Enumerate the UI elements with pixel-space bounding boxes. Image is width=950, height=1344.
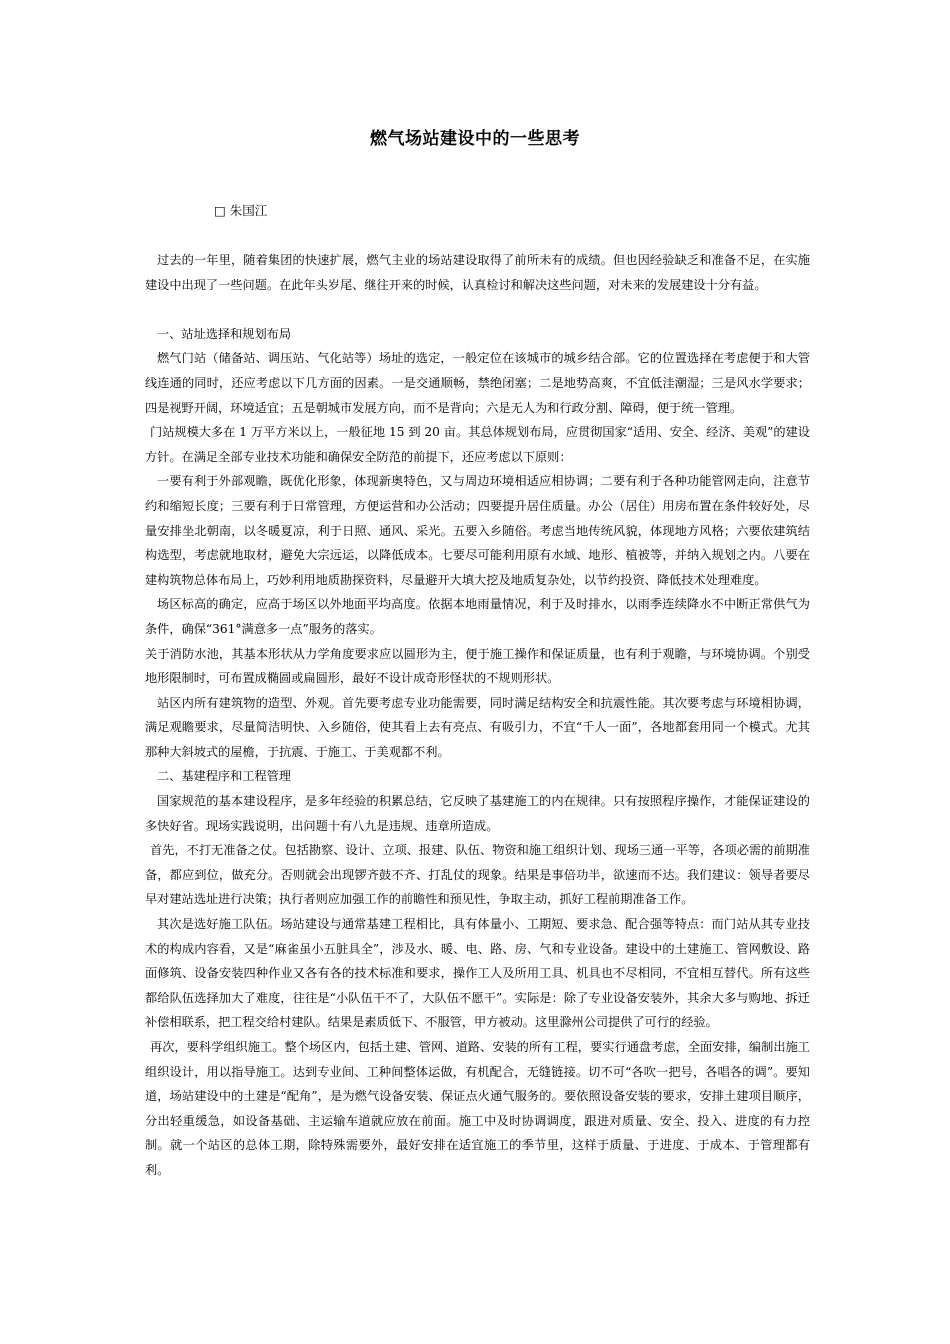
paragraph: 关于消防水池，其基本形状从力学角度要求应以圆形为主，便于施工操作和保证质量，也有利于观瞻，与环境协调。个别受地形限制时，可布置成椭圆或扁圆形，最好不设计成奇形怪状的不规则形状。 xyxy=(145,646,810,686)
section-heading-1: 一、站址选择和规划布局 xyxy=(157,326,292,341)
paragraph: 门站规模大多在 1 万平方米以上，一般征地 15 到 20 亩。其总体规划布局，应贯彻国家“适用、安全、经济、美观”的建设方针。在满足全部专业技术功能和确保安全防范的前提下，还应考虑以下原则： xyxy=(145,425,810,464)
paragraph: 首先，不打无准备之仗。包括勘察、设计、立项、报建、队伍、物资和施工组织计划、现场三通一平等，各项必需的前期准备，都应到位，做充分。否则就会出现锣齐鼓不齐、打乱仗的现象。结果是事倍功半，欲速而不达。我们建议：领导者要尽早对建站选址进行决策；执行者则应加强工作的前瞻性和预见性，争取主动，抓好工程前期准备工作。 xyxy=(145,843,810,907)
paragraph: 再次，要科学组织施工。整个场区内，包括土建、管网、道路、安装的所有工程，要实行通盘考虑，全面安排，编制出施工组织设计，用以指导施工。达到专业间、工种间整体运做，有机配合，无缝链接。切不可“各吹一把号，各唱各的调”。要知道，场站建设中的土建是“配角”，是为燃气设备安装、保证点火通气服务的。要依照设备安装的要求，安排土建项目顺序，分出轻重缓急，如设备基础、主运输车道就应放在前面。施工中及时协调调度，跟进对质量、安全、投入、进度的有力控制。就一个站区的总体工期，除特殊需要外，最好安排在适宜施工的季节里，这样于质量、于进度、于成本、于管理都有利。 xyxy=(145,1040,810,1177)
section-heading-2: 二、基建程序和工程管理 xyxy=(157,769,292,784)
paragraph-intro: 过去的一年里，随着集团的快速扩展，燃气主业的场站建设取得了前所未有的成绩。但也因经验缺乏和准备不足，在实施建设中出现了一些问题。在此年头岁尾、继往开来的时候，认真检讨和解决这些问题，对未来的发展建设十分有益。 xyxy=(145,253,810,292)
page-title: 燃气场站建设中的一些思考 xyxy=(370,129,580,149)
paragraph: 其次是选好施工队伍。场站建设与通常基建工程相比，具有体量小、工期短、要求急、配合强等特点：而门站从其专业技术的构成内容看，又是“麻雀虽小五脏具全”，涉及水、暖、电、路、房、气和专业设备。建设中的土建施工、管网敷设、路面修筑、设备安装四种作业又各有各的技术标准和要求，操作工人及所用工具、机具也不尽相同，不宜相互替代。所有这些都给队伍选择加大了难度，往往是“小队伍干不了，大队伍不愿干”。实际是：除了专业设备安装外，其余大多与购地、拆迁补偿相联系，把工程交给村建队。结果是素质低下、不服管，甲方被动。这里滁州公司提供了可行的经验。 xyxy=(145,917,810,1030)
article-body xyxy=(145,248,810,1183)
paragraph: 场区标高的确定，应高于场区以外地面平均高度。依据本地雨量情况，利于及时排水，以雨季连续降水不中断正常供气为条件，确保“361°满意多一点”服务的落实。 xyxy=(145,597,810,636)
paragraph: 一要有利于外部观瞻，既优化形象，体现新奥特色，又与周边环境相适应相协调；二要有利于各种功能管网走向，注意节约和缩短长度；三要有利于日常管理，方便运营和办公活动；四要提升居住质量。办公（居住）用房布置在条件较好处，尽量安排坐北朝南，以冬暖夏凉，利于日照、通风、采光。五要入乡随俗。考虑当地传统风貌，体现地方风格；六要依建筑结构选型，考虑就地取材，避免大宗远运，以降低成本。七要尽可能利用原有水域、地形、植被等，并纳入规划之内。八要在建构筑物总体布局上，巧妙利用地质勘探资料，尽量避开大填大挖及地质复杂处，以节约投资、降低技术处理难度。 xyxy=(145,474,810,587)
paragraph: 国家规范的基本建设程序，是多年经验的积累总结，它反映了基建施工的内在规律。只有按照程序操作，才能保证建设的多快好省。现场实践说明，出问题十有八九是违规、违章所造成。 xyxy=(145,794,810,833)
paragraph: 站区内所有建筑物的造型、外观。首先要考虑专业功能需要，同时满足结构安全和抗震性能。其次要考虑与环境相协调，满足观瞻要求，尽量简洁明快、入乡随俗，使其看上去有亮点、有吸引力，不宜“千人一面”，各地都套用同一个模式。尤其那种大斜坡式的屋檐，于抗震、于施工、于美观都不利。 xyxy=(145,695,810,759)
paragraph: 燃气门站（储备站、调压站、气化站等）场址的选定，一般定位在该城市的城乡结合部。它的位置选择在考虑便于和大管线连通的同时，还应考虑以下几方面的因素。一是交通顺畅，禁绝闭塞；二是地势高爽，不宜低洼潮湿；三是风水学要求；四是视野开阔，环境适宜；五是朝城市发展方向，而不是背向；六是无人为和行政分割、障碍，便于统一管理。 xyxy=(145,351,810,415)
author-byline: □ 朱国江 xyxy=(214,203,268,218)
